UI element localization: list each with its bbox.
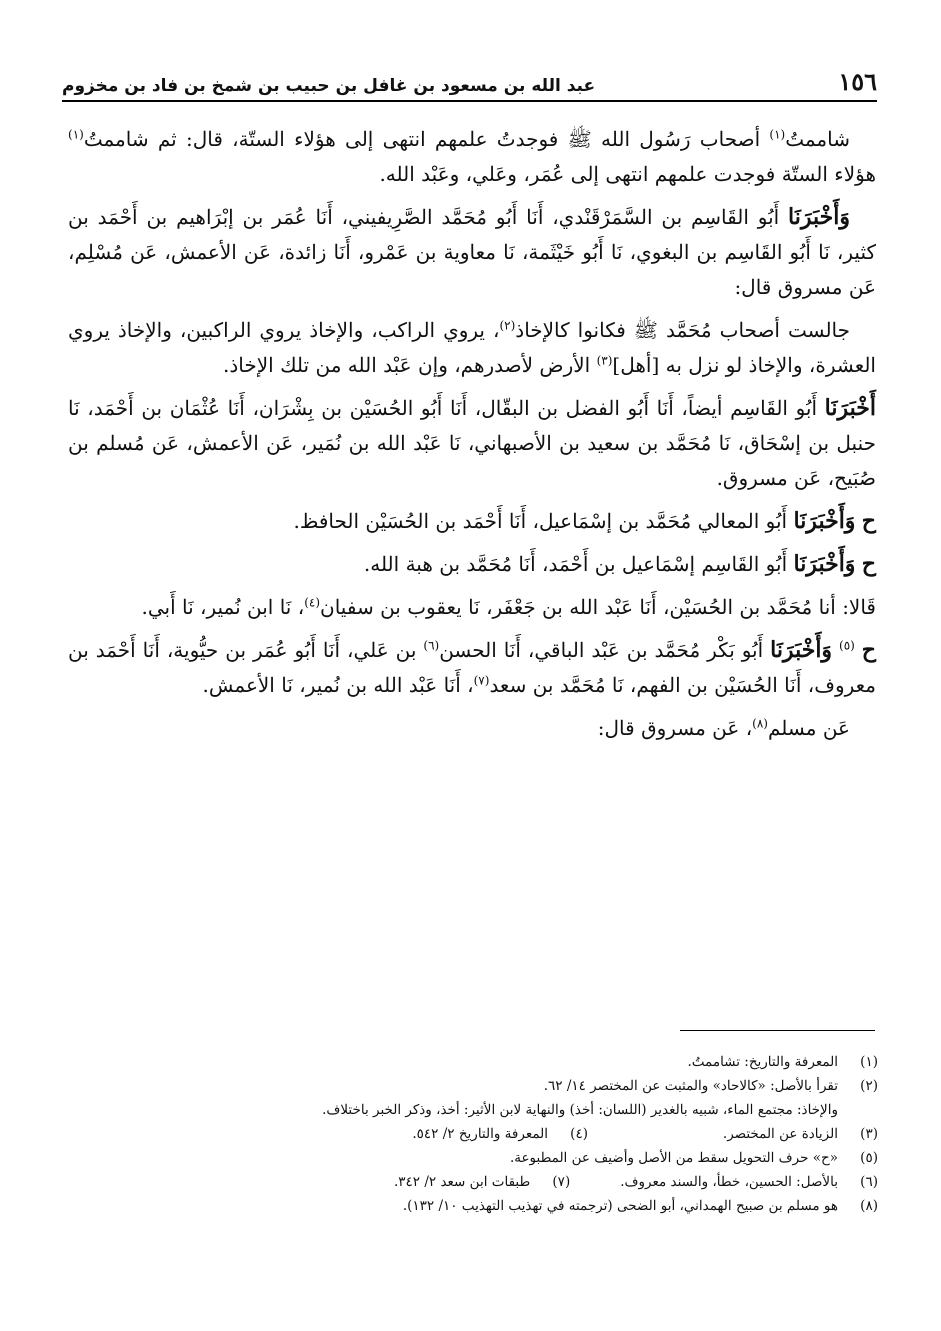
footnote-number: (٥): [860, 1150, 878, 1166]
footnote-number: (٨): [860, 1198, 878, 1214]
footnote-3-4: [118, 1122, 878, 1146]
text-run: ، يروي الراكب، والإخاذ يروي الراكبين، والإخاذ يروي العشرة، والإخاذ لو نزل به [أهل]: [68, 318, 876, 377]
paragraph-5: [68, 504, 876, 539]
text-run: أَبُو القَاسِم أيضاً، أَنَا أَبُو الفضل بن البقّال، أَنَا أَبُو الحُسَيْن بن بِشْرَان، أَنَا عُثْمَان بن أَحْمَد، نَا حنبل بن إسْحَاق، نَا مُحَمَّد بن سعيد بن الأصبهاني، نَا عَبْد الله بن نُمَير، عَن الأعمش، عَن مُسلم بن صُبَيح، عَن مسروق.: [68, 396, 876, 490]
footnote-number: (١): [860, 1054, 878, 1070]
footnotes: [118, 1050, 878, 1218]
text-run: أصحاب رَسُول الله ﷺ فوجدتُ علمهم انتهى إلى هؤلاء الستّة، قال: ثم شاممتُ: [83, 127, 770, 151]
footnote-text: هو مسلم بن صبيح الهمداني، أبو الضحى (ترجمته في تهذيب التهذيب ١٠/ ١٣٢).: [402, 1198, 838, 1214]
isnad-keyword: وَأَخْبَرَنَا: [788, 204, 850, 230]
footnote-number: (٦): [860, 1174, 878, 1190]
footnote-number: (٤): [570, 1126, 588, 1142]
paragraph-2: [68, 200, 876, 305]
tahwil-marker: ح: [861, 508, 876, 534]
paragraph-6: [68, 547, 876, 582]
tahwil-marker: ح: [861, 637, 876, 663]
footnote-ref: (٦): [423, 638, 440, 653]
paragraph-1: [68, 122, 876, 192]
footnote-2-continuation: والإخاذ: مجتمع الماء، شبيه بالغدير (اللسان: أخذ) والنهاية لابن الأثير: أخذ، وذكر الخبر باختلاف.: [322, 1102, 838, 1118]
header-rule: [62, 100, 877, 102]
footnote-8: [118, 1194, 878, 1218]
text-run: عَن مسلم: [767, 716, 850, 740]
footnote-gap: [570, 1170, 620, 1194]
footnote-ref: (١): [68, 127, 84, 142]
isnad-keyword: أَخْبَرَنَا: [824, 395, 876, 421]
footnote-number: (٣): [860, 1126, 878, 1142]
footnote-ref: (٥): [839, 638, 855, 653]
footnote-text: طبقات ابن سعد ٢/ ٣٤٢.: [394, 1174, 531, 1190]
text-run: بن عَلي، أَنَا أَبُو عُمَر بن حيُّوية، أَنَا أَحْمَد بن معروف، أَنَا الحُسَيْن بن الفهم، نَا مُحَمَّد بن سعد: [68, 638, 876, 697]
footnote-ref: (٤): [304, 595, 321, 610]
isnad-keyword: وَأَخْبَرَنَا: [793, 508, 856, 534]
footnote-ref: (٣): [596, 353, 613, 368]
footnote-5: [118, 1146, 878, 1170]
text-run: ، عَن مسروق قال:: [597, 716, 753, 740]
footnote-text: بالأصل: الحسين، خطأ، والسند معروف.: [620, 1174, 838, 1190]
footnote-ref: (١): [769, 127, 786, 142]
footnote-text: الزيادة عن المختصر.: [722, 1126, 838, 1142]
footnote-text: «ح» حرف التحويل سقط من الأصل وأضيف عن المطبوعة.: [509, 1150, 838, 1166]
text-run: أَبُو بَكْر مُحَمَّد بن عَبْد الباقي، أَنَا الحسن: [439, 638, 771, 662]
page-header: [62, 58, 877, 96]
footnote-number: (٢): [860, 1078, 878, 1094]
text-run: ، نَا ابن نُمير، نَا أَبي.: [141, 595, 305, 619]
text-run: أَبُو القَاسِم إسْمَاعيل بن أَحْمَد، أَنَا مُحَمَّد بن هبة الله.: [363, 552, 794, 576]
footnote-2: [118, 1074, 878, 1098]
paragraph-8: [68, 633, 876, 703]
text-run: أَبُو القَاسِم بن السَّمَرْقَنْدي، أَنَا أَبُو مُحَمَّد الصَّرِيفيني، أَنَا عُمَر بن إبْرَاهيم بن أَحْمَد بن كثير، نَا أَبُو القَاسِم بن البغوي، نَا أَبُو خَيْثَمة، نَا معاوية بن عَمْرو، أَنَا زائدة، عَن الأعمش، عَن مُسْلِم، عَن مسروق قال:: [68, 205, 876, 299]
isnad-keyword: وَأَخْبَرَنَا: [770, 637, 833, 663]
text-run: قَالا: أنا مُحَمَّد بن الحُسَيْن، أَنَا عَبْد الله بن جَعْفَر، نَا يعقوب بن سفيان: [320, 595, 876, 619]
text-run: ، أَنَا عَبْد الله بن نُمير، نَا الأعمش.: [202, 673, 474, 697]
footnote-separator: [680, 1030, 875, 1031]
running-title: عبد الله بن مسعود بن غافل بن حبيب بن شمخ بن فاد بن مخزوم: [62, 76, 596, 96]
footnote-6-7: [118, 1170, 878, 1194]
footnote-ref: (٧): [473, 673, 490, 688]
paragraph-4: [68, 391, 876, 496]
footnote-ref: (٨): [752, 716, 768, 731]
footnote-ref: (٢): [499, 318, 516, 333]
text-run: جالست أصحاب مُحَمَّد ﷺ فكانوا كالإخاذ: [515, 318, 850, 342]
footnote-text: المعرفة والتاريخ: تشاممتُ.: [687, 1054, 838, 1070]
text-run: الأرض لأصدرهم، وإن عَبْد الله من تلك الإخاذ.: [223, 353, 597, 377]
isnad-keyword: وَأَخْبَرَنَا: [793, 551, 856, 577]
paragraph-7: [68, 590, 876, 625]
tahwil-marker: ح: [861, 551, 876, 577]
paragraph-3: [68, 313, 876, 383]
paragraph-9: [68, 711, 876, 746]
footnote-number: (٧): [552, 1174, 571, 1190]
footnote-1: [118, 1050, 878, 1074]
text-run: أَبُو المعالي مُحَمَّد بن إسْمَاعيل، أَنَا أَحْمَد بن الحُسَيْن الحافظ.: [293, 509, 794, 533]
main-text: [68, 122, 876, 754]
footnote-text: تقرأ بالأصل: «كالاحاد» والمثبت عن المختصر ١٤/ ٦٢.: [543, 1078, 838, 1094]
page-number: ١٥٦: [838, 67, 877, 96]
text-run: هؤلاء الستّة فوجدت علمهم انتهى إلى عُمَر، وعَلي، وعَبْد الله.: [379, 162, 876, 186]
text-run: شاممتُ: [785, 127, 850, 151]
footnote-text: المعرفة والتاريخ ٢/ ٥٤٢.: [412, 1126, 548, 1142]
